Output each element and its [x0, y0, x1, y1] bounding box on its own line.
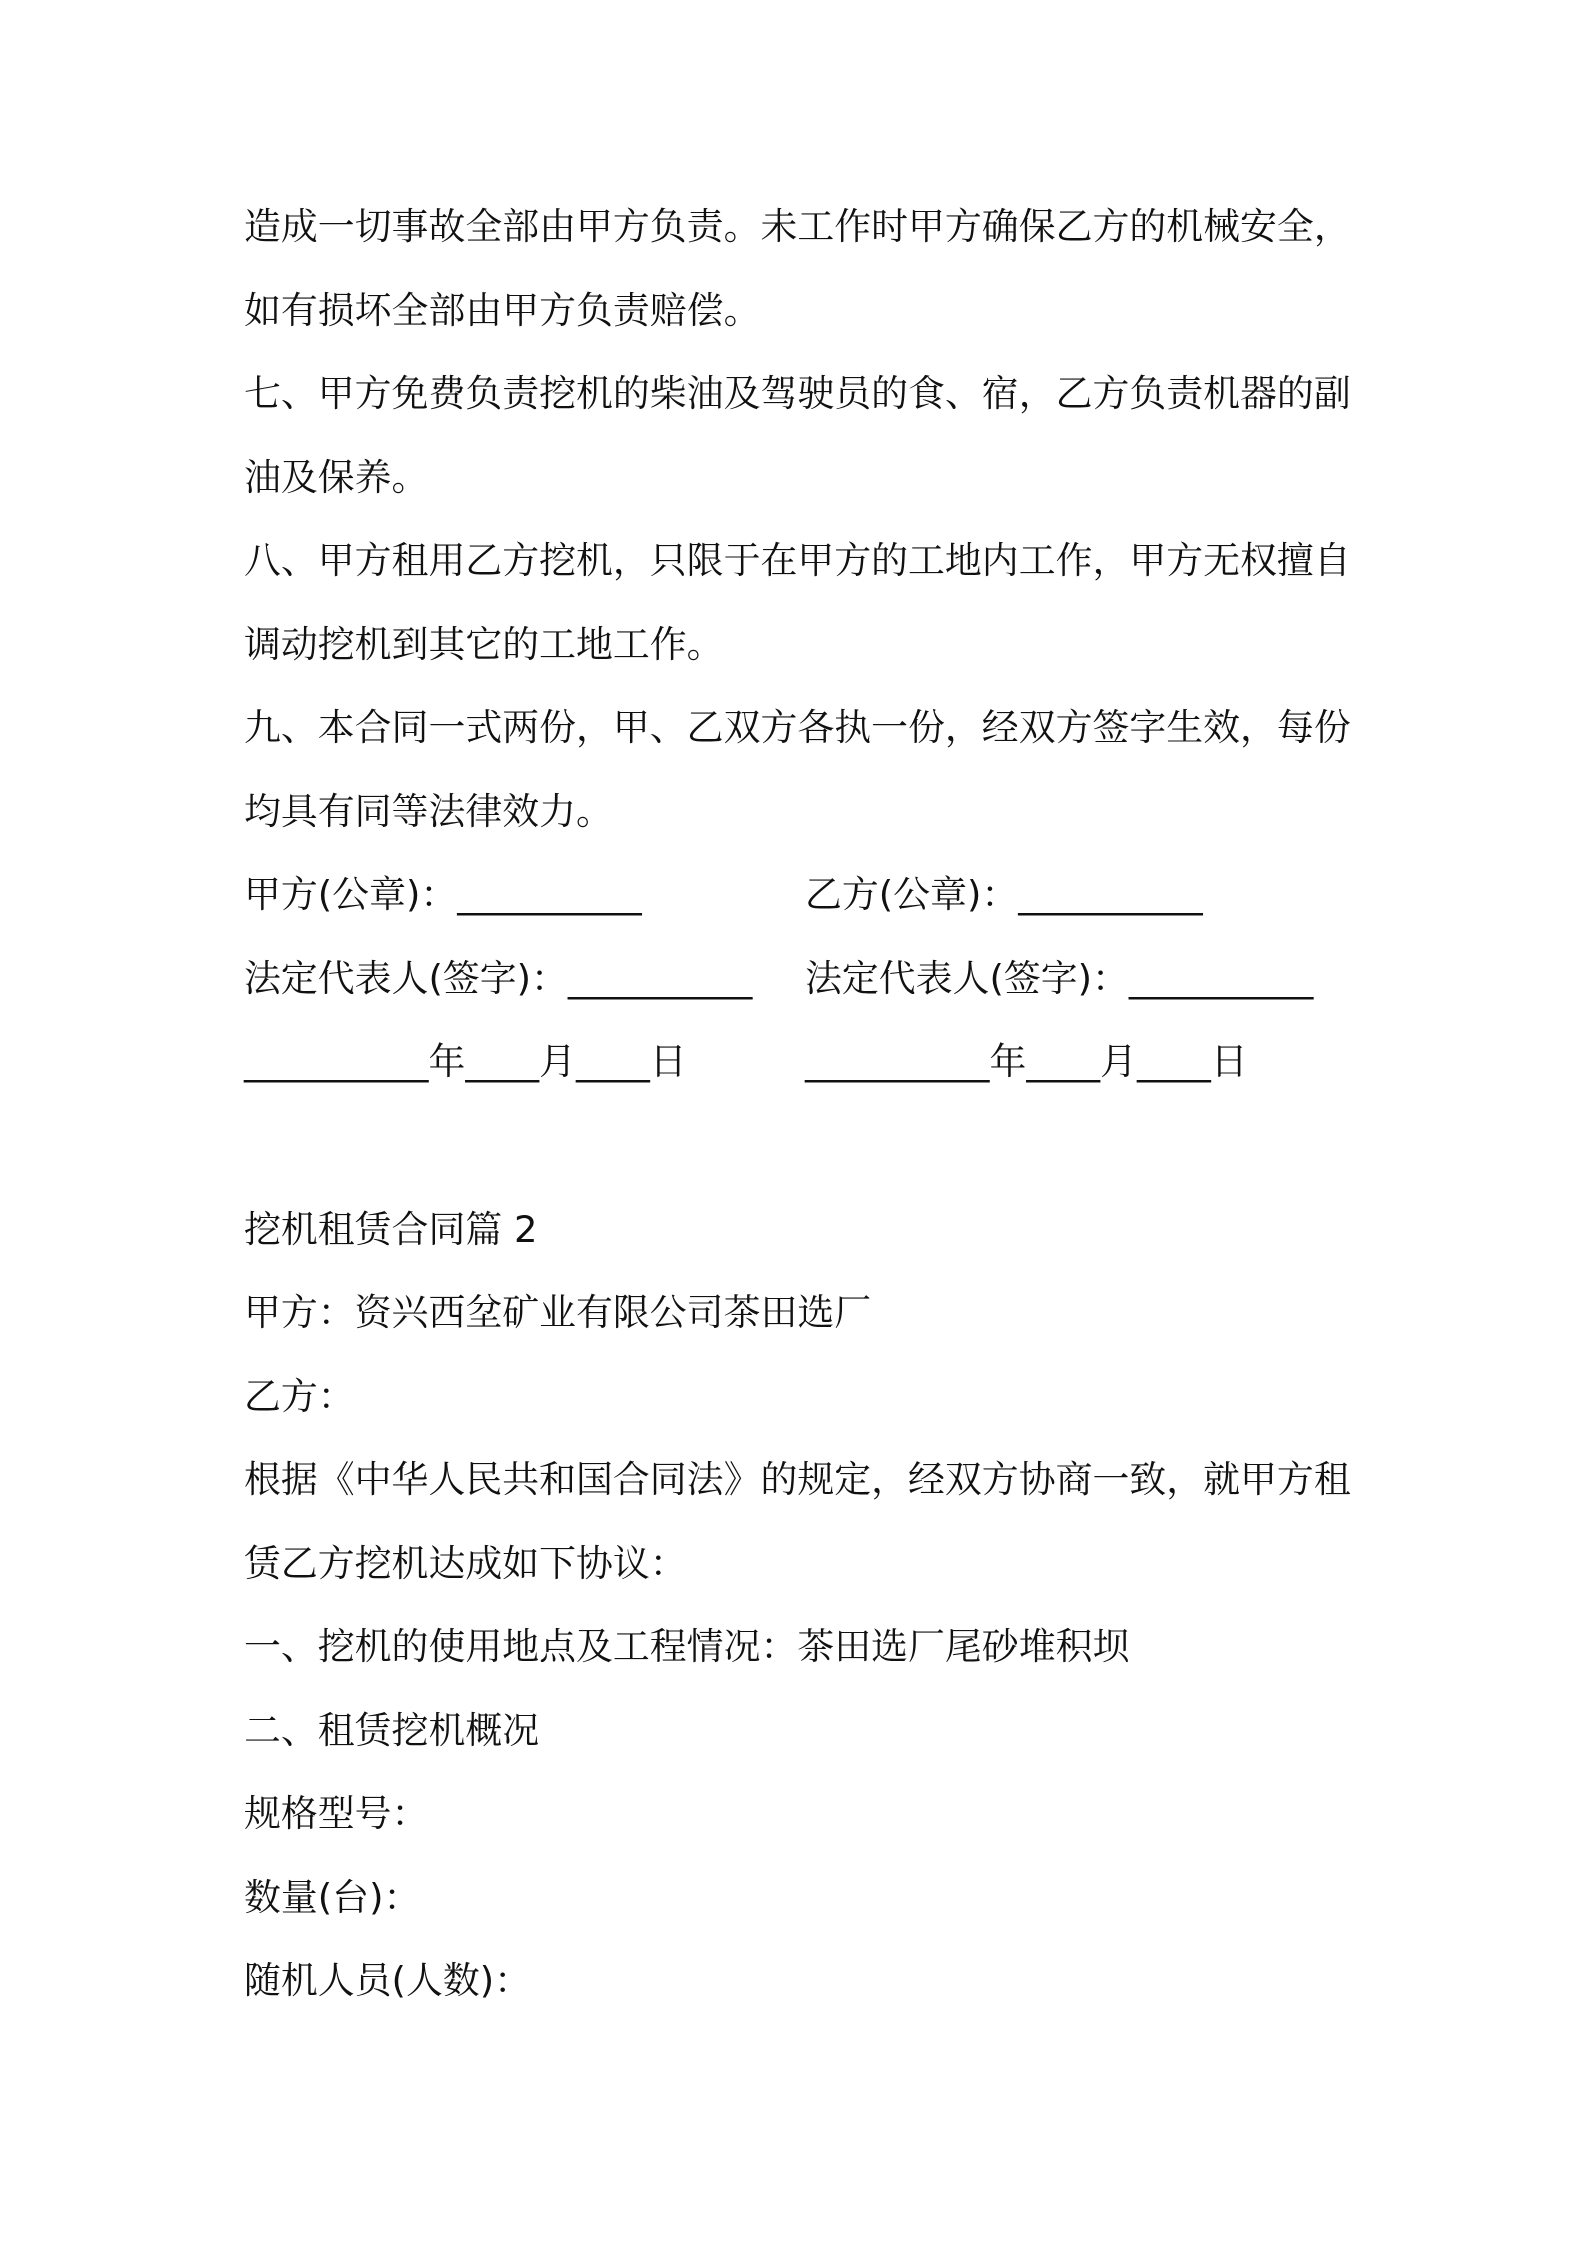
document-body — [244, 185, 1374, 2023]
preamble-line: 赁乙方挖机达成如下协议： — [244, 1541, 687, 1585]
section-title: 挖机租赁合同篇 2 — [244, 1207, 538, 1251]
party-a-seal: 甲方(公章)：__________ — [244, 873, 642, 917]
signature-seal-row — [244, 853, 1374, 937]
party-b-date: __________年____月____日 — [805, 1040, 1248, 1084]
clause-nine-line: 均具有同等法律效力。 — [244, 789, 613, 833]
clause-nine-line: 九、本合同一式两份，甲、乙双方各执一份，经双方签字生效，每份 — [244, 706, 1351, 750]
party-b-line: 乙方： — [244, 1374, 355, 1418]
party-b-representative: 法定代表人(签字)：__________ — [805, 956, 1314, 1000]
preamble-line: 根据《中华人民共和国合同法》的规定，经双方协商一致，就甲方租 — [244, 1458, 1351, 1502]
field-quantity: 数量(台)： — [244, 1875, 421, 1919]
clause-line: 造成一切事故全部由甲方负责。未工作时甲方确保乙方的机械安全， — [244, 205, 1351, 248]
clause-seven-line: 油及保养。 — [244, 455, 429, 499]
clause-line: 如有损坏全部由甲方负责赔偿。 — [244, 288, 761, 332]
clause-eight-line: 调动挖机到其它的工地工作。 — [244, 622, 724, 666]
clause-eight-line: 八、甲方租用乙方挖机，只限于在甲方的工地内工作，甲方无权擅自 — [244, 539, 1351, 583]
field-spec-model: 规格型号： — [244, 1792, 429, 1836]
field-operators: 随机人员(人数)： — [244, 1959, 532, 2003]
party-b-seal: 乙方(公章)：__________ — [805, 873, 1203, 917]
party-a-date: __________年____月____日 — [244, 1040, 687, 1084]
clause-seven-line: 七、甲方免费负责挖机的柴油及驾驶员的食、宿，乙方负责机器的副 — [244, 372, 1351, 416]
signature-date-row — [244, 1020, 1374, 1104]
section-spacer — [244, 1104, 1374, 1188]
clause-one-line: 一、挖机的使用地点及工程情况：茶田选厂尾砂堆积坝 — [244, 1625, 1130, 1669]
party-a-line: 甲方：资兴西坌矿业有限公司茶田选厂 — [244, 1291, 872, 1335]
party-a-representative: 法定代表人(签字)：__________ — [244, 956, 753, 1000]
signature-representative-row — [244, 937, 1374, 1021]
clause-two-heading: 二、租赁挖机概况 — [244, 1708, 540, 1752]
